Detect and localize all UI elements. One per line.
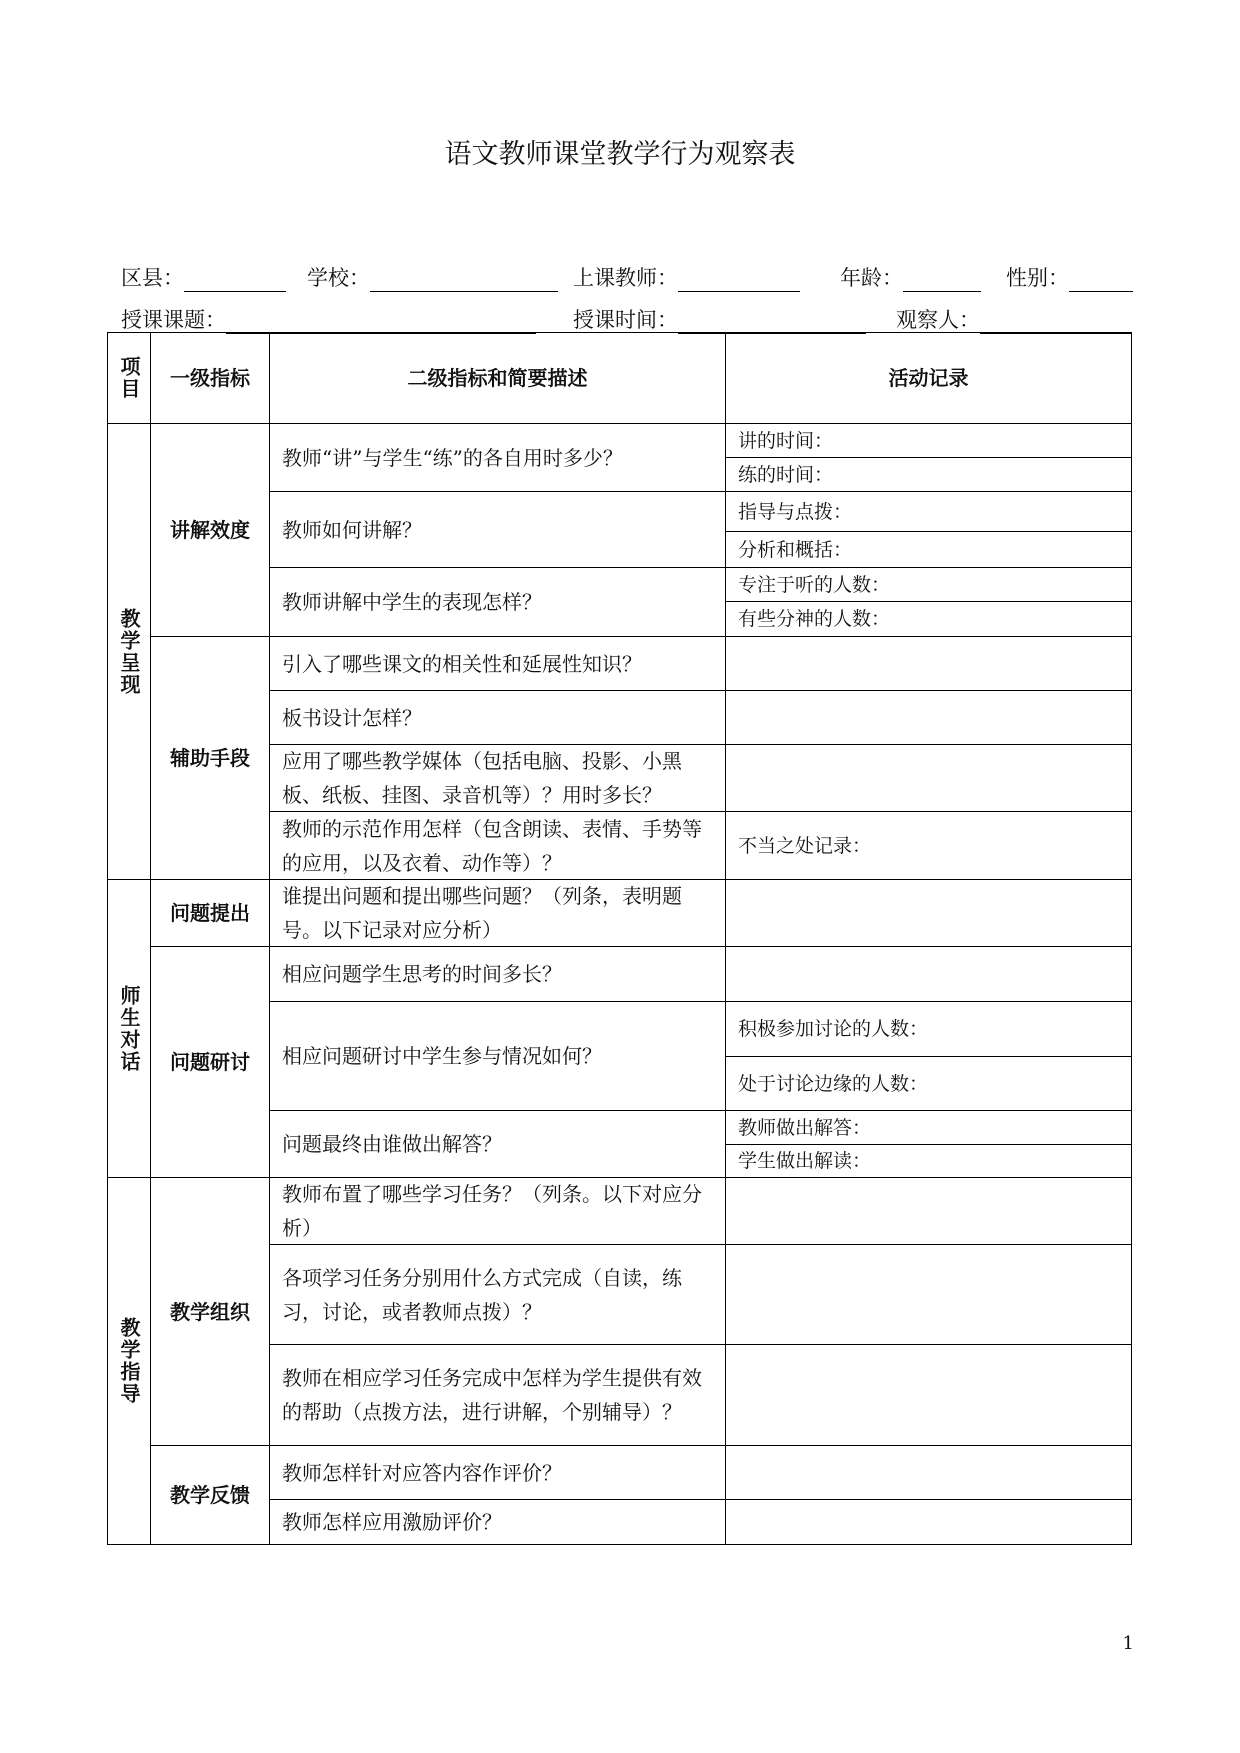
record-cell-empty[interactable]	[725, 879, 1132, 947]
level2-item: 谁提出问题和提出哪些问题？（列条，表明题号。以下记录对应分析）	[269, 879, 726, 947]
teacher-blank[interactable]	[678, 269, 800, 292]
project-teaching-presentation: 教学呈现	[107, 423, 151, 880]
observation-table	[107, 332, 1132, 1545]
age-label: 年龄：	[840, 266, 903, 290]
record-cell-empty[interactable]	[725, 1445, 1132, 1500]
school-field[interactable]	[307, 262, 558, 292]
level2-item: 相应问题研讨中学生参与情况如何？	[269, 1001, 726, 1111]
header-level1: 一级指标	[150, 332, 270, 424]
district-label: 区县：	[121, 266, 184, 290]
level2-item: 教师布置了哪些学习任务？（列条。以下对应分析）	[269, 1177, 726, 1245]
record-cell-empty[interactable]	[725, 946, 1132, 1002]
time-label: 授课时间：	[573, 308, 678, 332]
record-cell-empty[interactable]	[725, 1344, 1132, 1446]
record-cell[interactable]: 积极参加讨论的人数：	[725, 1001, 1132, 1057]
record-cell[interactable]: 不当之处记录：	[725, 811, 1132, 880]
record-cell[interactable]: 分析和概括：	[725, 531, 1132, 568]
topic-blank[interactable]	[226, 311, 536, 334]
topic-field[interactable]	[121, 304, 536, 334]
level1-explanation-effectiveness: 讲解效度	[150, 423, 270, 637]
level2-item: 教师的示范作用怎样（包含朗读、表情、手势等的应用，以及衣着、动作等）？	[269, 811, 726, 880]
level1-auxiliary-means: 辅助手段	[150, 636, 270, 880]
level2-item: 教师怎样针对应答内容作评价？	[269, 1445, 726, 1500]
record-cell-empty[interactable]	[725, 1177, 1132, 1245]
topic-label: 授课课题：	[121, 308, 226, 332]
record-cell-empty[interactable]	[725, 636, 1132, 691]
record-cell[interactable]: 教师做出解答：	[725, 1110, 1132, 1145]
info-line-2	[0, 304, 1240, 334]
teacher-field[interactable]	[573, 262, 800, 292]
record-cell[interactable]: 学生做出解读：	[725, 1144, 1132, 1178]
gender-field[interactable]	[1006, 262, 1133, 292]
record-cell-empty[interactable]	[725, 1499, 1132, 1545]
level2-item: 教师怎样应用激励评价？	[269, 1499, 726, 1545]
teacher-label: 上课教师：	[573, 266, 678, 290]
record-cell[interactable]: 指导与点拨：	[725, 491, 1132, 532]
record-cell-empty[interactable]	[725, 744, 1132, 812]
page-number: 1	[1122, 1633, 1134, 1654]
observer-field[interactable]	[896, 304, 1132, 334]
info-line-1	[0, 262, 1240, 292]
level2-item: 教师“讲”与学生“练”的各自用时多少？	[269, 423, 726, 492]
gender-blank[interactable]	[1069, 269, 1133, 292]
level2-item: 相应问题学生思考的时间多长？	[269, 946, 726, 1002]
header-record: 活动记录	[725, 332, 1132, 424]
document-title: 语文教师课堂教学行为观察表	[444, 139, 796, 170]
level2-item: 引入了哪些课文的相关性和延展性知识？	[269, 636, 726, 691]
record-cell-empty[interactable]	[725, 1244, 1132, 1345]
age-field[interactable]	[840, 262, 981, 292]
record-cell-empty[interactable]	[725, 690, 1132, 745]
time-blank[interactable]	[678, 311, 866, 334]
level2-item: 教师讲解中学生的表现怎样？	[269, 567, 726, 637]
record-cell[interactable]: 讲的时间：	[725, 423, 1132, 458]
level2-item: 问题最终由谁做出解答？	[269, 1110, 726, 1178]
observer-blank[interactable]	[980, 311, 1132, 334]
level1-teaching-feedback: 教学反馈	[150, 1445, 270, 1545]
project-teaching-guidance: 教学指导	[107, 1177, 151, 1545]
school-label: 学校：	[307, 266, 370, 290]
observer-label: 观察人：	[896, 308, 980, 332]
level2-item: 教师如何讲解？	[269, 491, 726, 568]
record-cell[interactable]: 练的时间：	[725, 457, 1132, 492]
level1-question-discussion: 问题研讨	[150, 946, 270, 1178]
level1-teaching-organization: 教学组织	[150, 1177, 270, 1446]
level2-item: 教师在相应学习任务完成中怎样为学生提供有效的帮助（点拨方法，进行讲解，个别辅导）？	[269, 1344, 726, 1446]
district-blank[interactable]	[184, 269, 286, 292]
level1-question-raising: 问题提出	[150, 879, 270, 947]
record-cell[interactable]: 专注于听的人数：	[725, 567, 1132, 602]
district-field[interactable]	[121, 262, 286, 292]
level2-item: 应用了哪些教学媒体（包括电脑、投影、小黑板、纸板、挂图、录音机等）？用时多长？	[269, 744, 726, 812]
project-teacher-student-dialogue: 师生对话	[107, 879, 151, 1178]
level2-item: 板书设计怎样？	[269, 690, 726, 745]
gender-label: 性别：	[1006, 266, 1069, 290]
level2-item: 各项学习任务分别用什么方式完成（自读，练习，讨论，或者教师点拨）？	[269, 1244, 726, 1345]
record-cell[interactable]: 有些分神的人数：	[725, 601, 1132, 637]
time-field[interactable]	[573, 304, 866, 334]
header-project: 项目	[107, 332, 151, 424]
age-blank[interactable]	[903, 269, 981, 292]
header-level2: 二级指标和简要描述	[269, 332, 726, 424]
school-blank[interactable]	[370, 269, 558, 292]
record-cell[interactable]: 处于讨论边缘的人数：	[725, 1056, 1132, 1111]
